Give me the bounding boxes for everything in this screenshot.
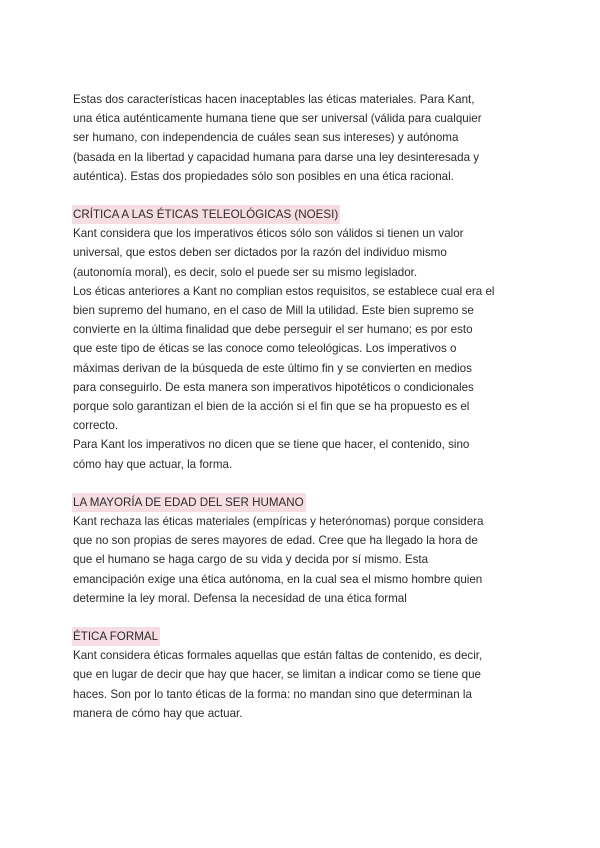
section-heading: CRÍTICA A LAS ÉTICAS TELEOLÓGICAS (NOESI) — [72, 205, 340, 224]
section-mayoria-de-edad — [73, 493, 533, 608]
document-body — [73, 90, 533, 723]
section-heading: ÉTICA FORMAL — [72, 627, 160, 646]
section-critica-eticas-teleologicas — [73, 205, 533, 474]
section-body: Kant considera éticas formales aquellas que están faltas de contenido, es decir, que en lugar de decir que hay que hacer, se limitan a indicar como se tiene que haces. Son por lo tanto éticas de la forma: no mandan sino que determinan la manera de cómo hay que actuar. — [73, 649, 483, 720]
section-body: Kant rechaza las éticas materiales (empíricas y heterónomas) porque considera que no son propias de seres mayores de edad. Cree que ha llegado la hora de que el humano se haga cargo de su vida y decida por sí mismo. Esta emancipación exige una ética autónoma, en la cual sea el mismo hombre quien determine la ley moral. Defensa la necesidad de una ética formal — [73, 515, 484, 605]
section-body: Kant considera que los imperativos éticos sólo son válidos si tienen un valor universal, que estos deben ser dictados por la razón del individuo mismo (autonomía moral), es decir, solo el puede ser su mismo legislador. Los éticas anteriores a Kant no complian estos requisitos, se establece cual era el bien supremo del humano, en el caso de Mill la utilidad. Este bien supremo se convierte en la última finalidad que debe perseguir el ser humano; es por esto que este tipo de éticas se las conoce como teleológicas. Los imperativos o máximas derivan de la búsqueda de este último fin y se convierten en medios para conseguirlo. De esta manera son imperativos hipotéticos o condicionales porque solo garantizan el bien de la acción si el fin que se ha propuesto es el correcto. Para Kant los imperativos no dicen que se tiene que hacer, el contenido, sino cómo hay que actuar, la forma. — [73, 227, 495, 471]
section-etica-formal — [73, 627, 533, 723]
intro-paragraph: Estas dos características hacen inaceptables las éticas materiales. Para Kant, una ética auténticamente humana tiene que ser universal (válida para cualquier ser humano, con independencia de cuáles sean sus intereses) y autónoma (basada en la libertad y capacidad humana para darse una ley desinteresada y auténtica). Estas dos propiedades sólo son posibles en una ética racional. — [73, 93, 482, 183]
section-heading: LA MAYORÍA DE EDAD DEL SER HUMANO — [72, 493, 306, 512]
